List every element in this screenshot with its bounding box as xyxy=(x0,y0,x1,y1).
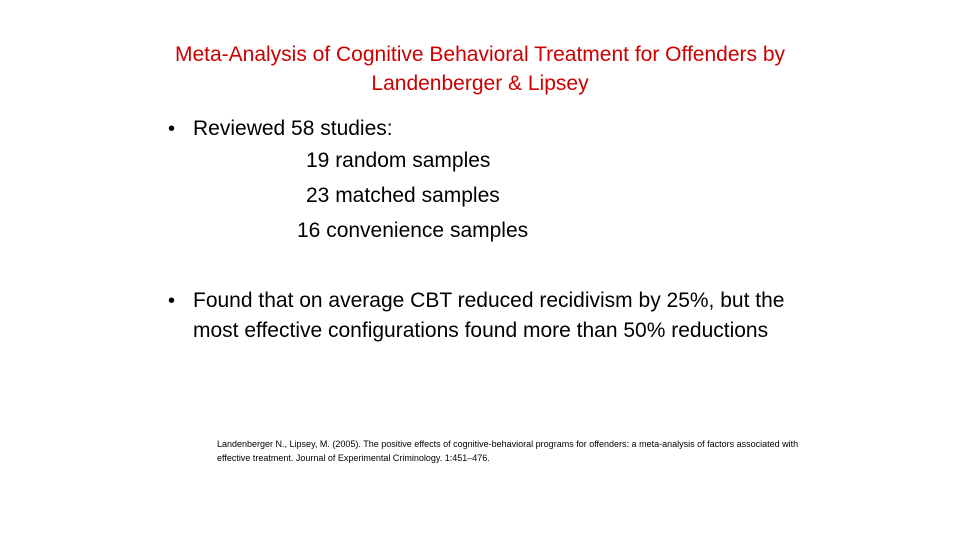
slide-title-line-2: Landenberger & Lipsey xyxy=(371,72,589,95)
slide-title xyxy=(100,40,860,98)
bullet-marker: • xyxy=(168,118,176,140)
slide-title-line-1: Meta-Analysis of Cognitive Behavioral Treatment for Offenders by xyxy=(174,43,786,66)
citation: Landenberger N., Lipsey, M. (2005). The positive effects of cognitive-behavioral programs for offenders: a meta-analysis of factors associated with effective treatment. Journal of Experimental Criminology. 1:451–476. xyxy=(217,439,799,463)
bullet-text: Reviewed 58 studies: xyxy=(193,117,393,140)
sub-item-random-samples: 19 random samples xyxy=(306,149,491,172)
bullet-marker: • xyxy=(168,290,176,312)
bullet-text: Found that on average CBT reduced recidivism by 25%, but the most effective configurations found more than 50% reductions xyxy=(193,289,785,342)
sub-item-convenience-samples: 16 convenience samples xyxy=(297,219,529,242)
sub-item-matched-samples: 23 matched samples xyxy=(306,184,500,207)
